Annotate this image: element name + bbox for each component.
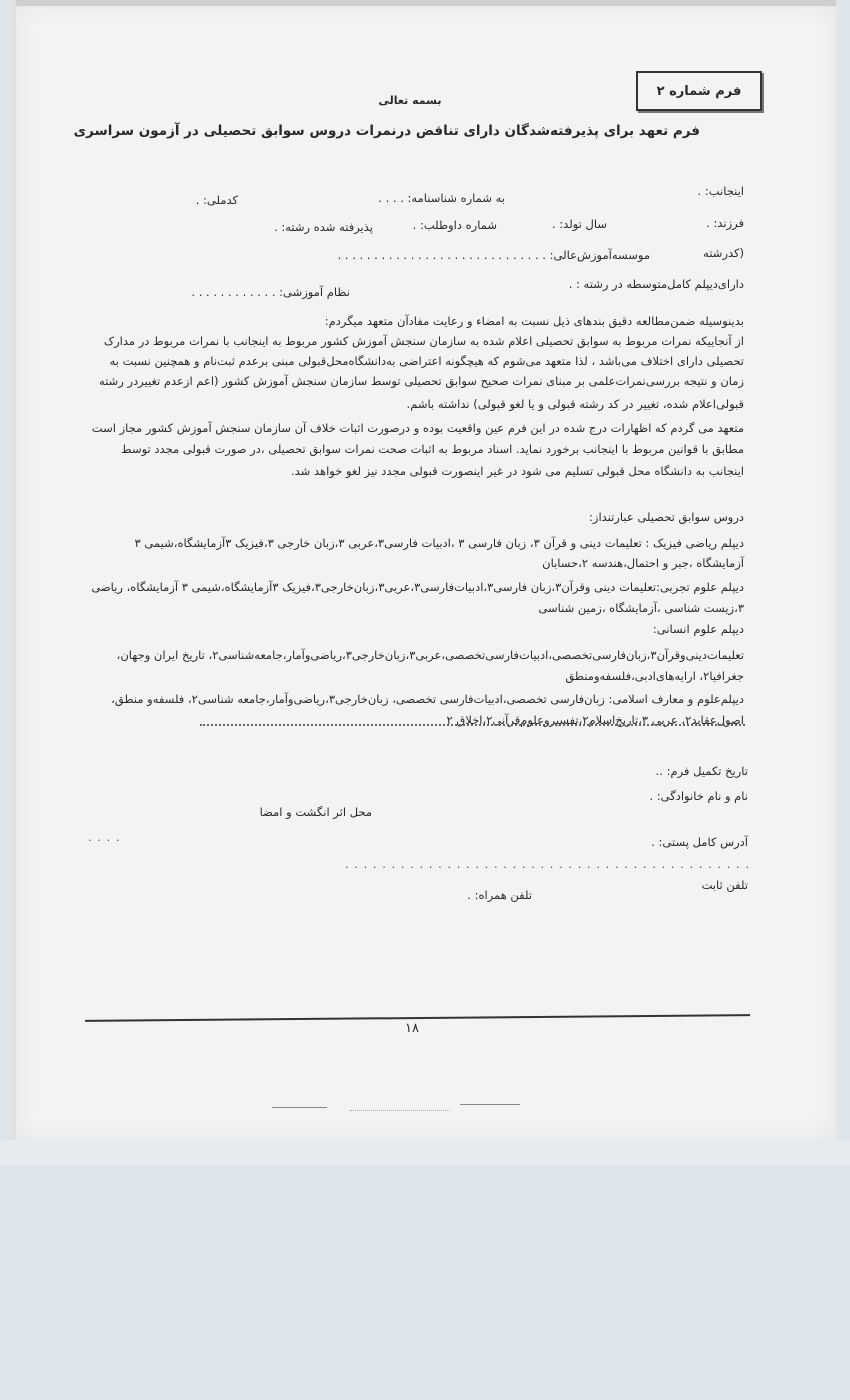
address-dots: . . . .	[88, 830, 121, 844]
body-line-4: زمان و نتیجه بررسی‌نمرات‌علمی بر مبنای نمرات صحیح سوابق تحصیلی توسط سازمان سنجش آموزش کشور (اعم ازعدم تغییردر رشته	[99, 374, 744, 388]
form-title: فرم تعهد برای پذیرفته‌شدگان دارای تناقض درنمرات دروس سوابق تحصیلی در آزمون سراسری	[73, 123, 700, 139]
address-line-2: . . . . . . . . . . . . . . . . . . . . . . . . . . . . . . . . . . . . . . . . . . . .	[344, 857, 750, 871]
body-line-1: بدینوسیله ضمن‌مطالعه دقیق بندهای ذیل نسبت به امضاء و رعایت مفادآن متعهد میگردم:	[324, 314, 744, 328]
courses-hum-1: تعلیمات‌دینی‌وقرآن۳،زبان‌فارسی‌تخصصی،ادبیات‌فارسی‌تخصصی،عربی۳،زبان‌خارجی۳،ریاضی‌وآمار،جامعه‌شناسی۲، تاریخ ایران وجهان،	[116, 648, 744, 662]
courses-math-1: دیپلم ریاضی فیزیک : تعلیمات دینی و قرآن ۳، زبان فارسی ۳ ،ادبیات فارسی۳،عربی ۳،زبان خارجی ۳،فیزیک ۳آزمایشگاه،شیمی ۳	[134, 536, 744, 550]
courses-math-2: آزمایشگاه ،جبر و احتمال،هندسه ۲،حسابان	[542, 556, 744, 570]
page-number: ۱۸	[405, 1021, 419, 1036]
field-diploma: دارای‌دیپلم کامل‌متوسطه در رشته : .	[568, 277, 744, 291]
courses-exp-2: ۳،زیست شناسی ،آزمایشگاه ،زمین شناسی	[538, 601, 744, 615]
field-address: آدرس کامل پستی: .	[651, 835, 748, 849]
scan-mark	[460, 1104, 520, 1105]
field-id-number: به شماره شناسنامه: . . . .	[378, 191, 505, 205]
field-date: تاریخ تکمیل فرم: ..	[655, 764, 748, 778]
scanned-page	[10, 0, 840, 1145]
field-candidate-number: شماره داوطلب: .	[412, 218, 497, 232]
signature-label: محل اثر انگشت و امضا	[259, 805, 372, 819]
scan-mark	[350, 1110, 450, 1111]
field-birth-year: سال تولد: .	[551, 217, 607, 231]
courses-hum-heading: دیپلم علوم انسانی:	[652, 622, 744, 636]
courses-isl-1: دیپلم‌علوم و معارف اسلامی: زبان‌فارسی تخصصی،ادبیات‌فارسی تخصصی، زبان‌خارجی۳،ریاضی‌وآمار،جامعه شناسی۲، فلسفه‌و منطق،	[111, 692, 744, 706]
courses-exp-1: دیپلم علوم تجربی:تعلیمات دینی وقرآن۳،زبان فارسی۳،ادبیات‌فارسی۳،عربی۳،زبان‌خارجی۳،فیزیک ۳آزمایشگاه،شیمی ۳ آزمایشگاه، ریاضی	[91, 580, 744, 594]
field-applicant: اینجانب: .	[697, 184, 744, 198]
field-national-code: کدملی: .	[195, 193, 238, 207]
courses-hum-2: جغرافیا۲، ارایه‌های‌ادبی،فلسفه‌ومنطق	[565, 669, 744, 683]
form-number-box: فرم شماره ۲	[636, 71, 762, 111]
field-full-name: نام و نام خانوادگی: .	[649, 789, 748, 803]
scan-mark	[272, 1107, 327, 1108]
field-education-system: نظام آموزشی: . . . . . . . . . . . .	[191, 285, 350, 299]
field-child-of: فرزند: .	[706, 216, 744, 230]
body-line-3: تحصیلی دارای اختلاف می‌باشد ، لذا متعهد می‌شوم که هیچگونه اعتراضی به‌دانشگاه‌محل‌قبولی مبنی برعدم ثبت‌نام و همچنین نسبت به	[109, 354, 744, 368]
field-landline: تلفن ثابت	[701, 878, 748, 892]
separator-dotted-line	[200, 718, 745, 726]
scan-bottom-stripe	[0, 1140, 850, 1166]
courses-heading: دروس سوابق تحصیلی عبارتنداز:	[589, 510, 744, 524]
field-major-code: (کدرشته	[703, 246, 744, 260]
body-line-2: از آنجاییکه نمرات مربوط به سوابق تحصیلی اعلام شده به سازمان سنجش آموزش کشور مربوط به اینجانب با نمرات مربوط در مدارک	[103, 334, 744, 348]
body-line-6: متعهد می گردم که اظهارات درج شده در این فرم عین واقعیت بوده و درصورت اثبات خلاف آن سازمان سنجش آموزش کشور مجاز است	[91, 421, 744, 435]
body-line-8: اینجانب به دانشگاه محل قبولی تسلیم می شود در غیر اینصورت قبولی مجدد نیز لغو خواهد شد.	[290, 464, 744, 478]
body-line-5: قبولی‌اعلام شده، تغییر در کد رشته قبولی و یا لغو قبولی) نداشته باشم.	[406, 397, 744, 411]
scan-edge-right	[836, 0, 840, 1145]
body-line-7: مطابق با قوانین مربوط با اینجانب برخورد نماید. اسناد مربوط به اثبات صحت نمرات سوابق تحصیلی ،در صورت قبولی مجدد توسط	[121, 442, 744, 456]
field-institution: موسسه‌آموزش‌عالی: . . . . . . . . . . . . . . . . . . . . . . . . . . . . .	[337, 248, 650, 262]
field-mobile: تلفن همراه: .	[467, 888, 532, 902]
scan-edge-top	[10, 0, 840, 6]
bismillah: بسمه تعالی	[378, 94, 442, 107]
field-accepted-major: پذیرفته شده رشته: .	[274, 220, 373, 234]
scan-edge-left	[10, 0, 16, 1145]
courses-isl-2: اصول‌عقاید۲، عربی ۳،تاریخ‌اسلام۲،تفسیروعلوم‌قرآنی۲،اخلاق ۲	[446, 713, 744, 727]
